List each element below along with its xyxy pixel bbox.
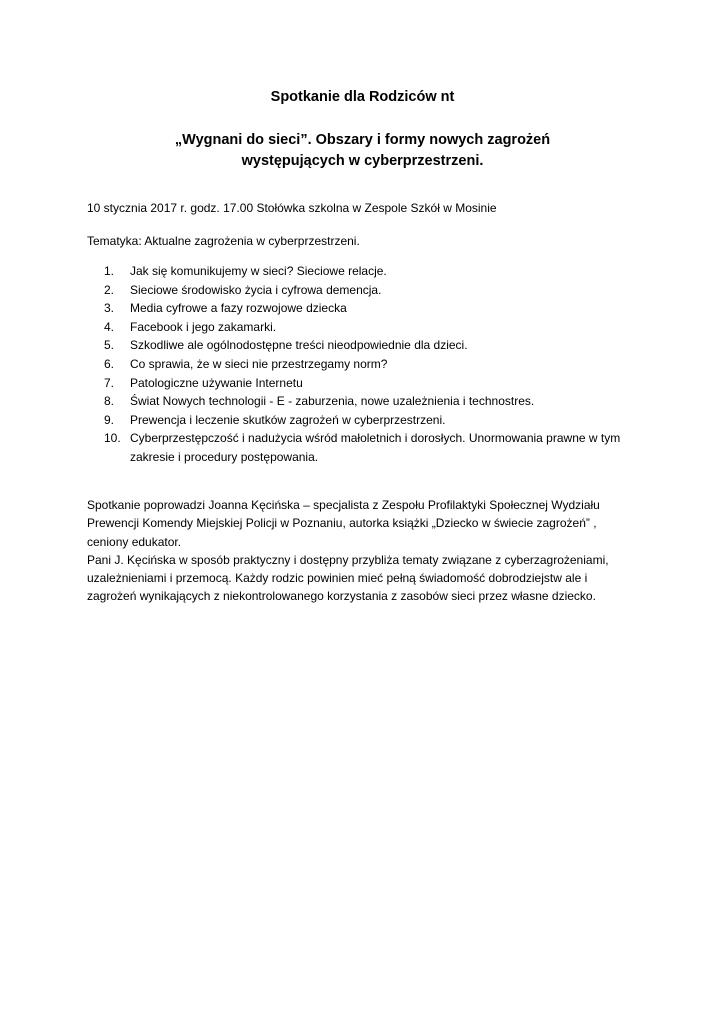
list-item-text: Facebook i jego zakamarki. xyxy=(130,319,277,334)
description-line: Pani J. Kęcińska w sposób praktyczny i dostępny przybliża tematy związane z cyberzagrożeniami, xyxy=(87,552,609,567)
list-item-number: 7. xyxy=(104,375,115,390)
description-line: Spotkanie poprowadzi Joanna Kęcińska – specjalista z Zespołu Profilaktyki Społecznej Wydziału xyxy=(87,498,600,512)
list-item xyxy=(104,281,664,300)
list-item-number: 6. xyxy=(104,356,115,371)
list-item-text-continued: zakresie i procedury postępowania. xyxy=(130,449,319,464)
topic-list xyxy=(104,262,664,467)
list-item-text: Co sprawia, że w sieci nie przestrzegamy norm? xyxy=(130,356,388,371)
list-item-number: 1. xyxy=(104,264,115,278)
list-item-number: 8. xyxy=(104,394,115,409)
document-subtitle-line2: występujących w cyberprzestrzeni. xyxy=(241,153,484,169)
list-item-number: 9. xyxy=(104,412,115,427)
list-item xyxy=(104,392,664,411)
list-item-text: Media cyfrowe a fazy rozwojowe dziecka xyxy=(130,301,347,316)
list-item xyxy=(104,355,664,374)
date-location-line: 10 stycznia 2017 r. godz. 17.00 Stołówka szkolna w Zespole Szkół w Mosinie xyxy=(87,201,497,215)
list-item xyxy=(104,262,664,281)
list-item xyxy=(104,299,664,318)
list-item-text: Prewencja i leczenie skutków zagrożeń w cyberprzestrzeni. xyxy=(130,412,446,427)
list-item xyxy=(104,336,664,355)
description-line: uzależnieniami i przemocą. Każdy rodzic powinien mieć pełną świadomość dobrodziejstw ale i xyxy=(87,571,588,586)
list-item-number: 2. xyxy=(104,282,115,297)
list-item-text: Sieciowe środowisko życia i cyfrowa demencja. xyxy=(130,282,382,297)
list-item xyxy=(104,318,664,337)
topic-intro: Tematyka: Aktualne zagrożenia w cyberprzestrzeni. xyxy=(87,234,360,248)
document-title: Spotkanie dla Rodziców nt xyxy=(270,89,455,105)
description-line: ceniony edukator. xyxy=(87,534,182,549)
list-item-text: Patologiczne używanie Internetu xyxy=(130,375,303,390)
list-item-text: Cyberprzestępczość i nadużycia wśród małoletnich i dorosłych. Unormowania prawne w tym xyxy=(130,431,621,446)
list-item xyxy=(104,429,664,466)
list-item-text: Szkodliwe ale ogólnodostępne treści nieodpowiednie dla dzieci. xyxy=(130,338,468,353)
list-item-number: 5. xyxy=(104,338,115,353)
list-item-text: Świat Nowych technologii - E - zaburzenia, nowe uzależnienia i technostres. xyxy=(130,394,535,409)
description-line: zagrożeń wynikających z niekontrolowanego korzystania z zasobów sieci przez własne dziecko. xyxy=(87,589,596,604)
list-item-number: 10. xyxy=(104,431,121,446)
list-item-number: 4. xyxy=(104,319,115,334)
description-line: Prewencji Komendy Miejskiej Policji w Poznaniu, autorka książki „Dziecko w świecie zagrożeń” , xyxy=(87,516,597,531)
list-item xyxy=(104,411,664,430)
list-item-number: 3. xyxy=(104,301,115,316)
speaker-description xyxy=(87,496,647,606)
document-subtitle-line1: „Wygnani do sieci”. Obszary i formy nowych zagrożeń xyxy=(174,132,551,148)
list-item-text: Jak się komunikujemy w sieci? Sieciowe relacje. xyxy=(130,264,387,278)
list-item xyxy=(104,374,664,393)
